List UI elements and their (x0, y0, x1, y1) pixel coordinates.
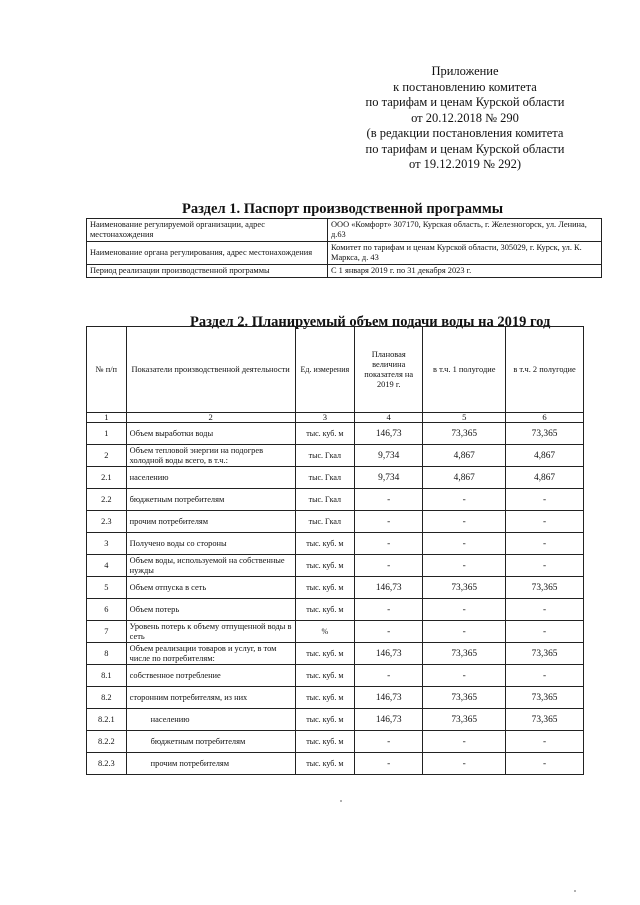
row-half1-value: 73,365 (423, 709, 506, 731)
row-unit: тыс. куб. м (295, 753, 354, 775)
row-indicator: Объем реализации товаров и услуг, в том числе по потребителям: (126, 643, 295, 665)
production-plan-table (86, 326, 584, 775)
row-half1-value: 73,365 (423, 423, 506, 445)
row-indicator: сторонним потребителям, из них (126, 687, 295, 709)
col-number: 3 (295, 413, 354, 423)
row-half2-value: 73,365 (506, 687, 584, 709)
header-line: от 20.12.2018 № 290 (411, 110, 519, 125)
row-half1-value: - (423, 753, 506, 775)
row-plan-value: - (355, 665, 423, 687)
header-line: от 19.12.2019 № 292) (408, 157, 521, 171)
row-half1-value: - (423, 599, 506, 621)
row-half2-value: 4,867 (506, 445, 584, 467)
row-unit: тыс. Гкал (295, 445, 354, 467)
table-row (87, 445, 584, 467)
row-number: 8.2.3 (87, 753, 127, 775)
row-plan-value: - (355, 511, 423, 533)
row-number: 8.1 (87, 665, 127, 687)
passport-row (87, 265, 602, 278)
table-row (87, 577, 584, 599)
col-number: 2 (126, 413, 295, 423)
passport-label: Наименование органа регулирования, адрес местонахождения (87, 242, 328, 265)
col-header-half2: в т.ч. 2 полугодие (506, 327, 584, 413)
row-half2-value: 73,365 (506, 423, 584, 445)
scan-speck (574, 890, 576, 892)
col-header-num: № п/п (87, 327, 127, 413)
row-plan-value: 146,73 (355, 643, 423, 665)
row-half1-value: 4,867 (423, 445, 506, 467)
row-plan-value: - (355, 621, 423, 643)
row-half2-value: - (506, 489, 584, 511)
row-number: 2.3 (87, 511, 127, 533)
row-half1-value: - (423, 533, 506, 555)
col-header-unit: Ед. измерения (295, 327, 354, 413)
table-row (87, 555, 584, 577)
table-row (87, 731, 584, 753)
row-plan-value: 146,73 (355, 709, 423, 731)
row-plan-value: 146,73 (355, 577, 423, 599)
row-plan-value: - (355, 753, 423, 775)
row-indicator: прочим потребителям (126, 753, 295, 775)
row-half1-value: 73,365 (423, 687, 506, 709)
passport-row (87, 219, 602, 242)
row-half2-value: - (506, 731, 584, 753)
col-header-half1: в т.ч. 1 полугодие (423, 327, 506, 413)
col-header-plan: Плановая величина показателя на 2019 г. (355, 327, 423, 413)
row-unit: тыс. куб. м (295, 643, 354, 665)
header-line: к постановлению комитета (393, 79, 537, 94)
table-row (87, 709, 584, 731)
passport-label: Период реализации производственной программы (87, 265, 328, 278)
row-indicator: населению (126, 709, 295, 731)
passport-value: Комитет по тарифам и ценам Курской области, 305029, г. Курск, ул. К. Маркса, д. 43 (328, 242, 602, 265)
row-half1-value: 73,365 (423, 643, 506, 665)
row-half2-value: - (506, 511, 584, 533)
row-plan-value: 146,73 (355, 687, 423, 709)
row-half2-value: 73,365 (506, 709, 584, 731)
table-row (87, 753, 584, 775)
header-line: Приложение (431, 64, 499, 78)
row-indicator: прочим потребителям (126, 511, 295, 533)
row-number: 2.1 (87, 467, 127, 489)
row-unit: % (295, 621, 354, 643)
passport-label: Наименование регулируемой организации, адрес местонахождения (87, 219, 328, 242)
col-header-indicator: Показатели производственной деятельности (126, 327, 295, 413)
row-half1-value: - (423, 731, 506, 753)
row-indicator: Получено воды со стороны (126, 533, 295, 555)
passport-value: ООО «Комфорт» 307170, Курская область, г. Железногорск, ул. Ленина, д.63 (328, 219, 602, 242)
passport-table (86, 218, 602, 278)
row-half1-value: 4,867 (423, 467, 506, 489)
row-half1-value: - (423, 665, 506, 687)
row-number: 8.2.1 (87, 709, 127, 731)
scan-speck (340, 800, 342, 802)
row-plan-value: - (355, 489, 423, 511)
row-indicator: Объем потерь (126, 599, 295, 621)
row-number: 1 (87, 423, 127, 445)
row-indicator: бюджетным потребителям (126, 731, 295, 753)
table-body (87, 423, 584, 775)
passport-value: С 1 января 2019 г. по 31 декабря 2023 г. (328, 265, 602, 278)
row-unit: тыс. куб. м (295, 687, 354, 709)
row-number: 8.2 (87, 687, 127, 709)
row-number: 8.2.2 (87, 731, 127, 753)
row-unit: тыс. Гкал (295, 467, 354, 489)
row-unit: тыс. куб. м (295, 423, 354, 445)
row-plan-value: - (355, 599, 423, 621)
row-plan-value: 9,734 (355, 445, 423, 467)
row-number: 8 (87, 643, 127, 665)
passport-row (87, 242, 602, 265)
row-half1-value: - (423, 621, 506, 643)
row-number: 2 (87, 445, 127, 467)
col-number: 6 (506, 413, 584, 423)
row-unit: тыс. Гкал (295, 511, 354, 533)
row-indicator: Объем отпуска в сеть (126, 577, 295, 599)
row-half2-value: 73,365 (506, 643, 584, 665)
row-indicator: бюджетным потребителям (126, 489, 295, 511)
table-row (87, 511, 584, 533)
table-row (87, 423, 584, 445)
row-half2-value: - (506, 533, 584, 555)
document-header (340, 64, 590, 173)
row-number: 5 (87, 577, 127, 599)
section2-title: Раздел 2. Планируемый объем подачи воды на 2019 год (190, 314, 551, 330)
row-plan-value: 9,734 (355, 467, 423, 489)
row-plan-value: - (355, 731, 423, 753)
row-number: 4 (87, 555, 127, 577)
row-half1-value: - (423, 555, 506, 577)
row-unit: тыс. куб. м (295, 599, 354, 621)
table-header-row (87, 327, 584, 413)
row-number: 6 (87, 599, 127, 621)
table-row (87, 665, 584, 687)
row-half2-value: 4,867 (506, 467, 584, 489)
row-plan-value: 146,73 (355, 423, 423, 445)
row-unit: тыс. куб. м (295, 533, 354, 555)
row-unit: тыс. куб. м (295, 555, 354, 577)
row-plan-value: - (355, 533, 423, 555)
table-row (87, 489, 584, 511)
section1-title: Раздел 1. Паспорт производственной программы (182, 201, 504, 217)
row-half1-value: - (423, 489, 506, 511)
row-indicator: Объем воды, используемой на собственные нужды (126, 555, 295, 577)
row-number: 2.2 (87, 489, 127, 511)
row-unit: тыс. куб. м (295, 731, 354, 753)
row-half2-value: - (506, 621, 584, 643)
row-half2-value: 73,365 (506, 577, 584, 599)
row-indicator: Объем тепловой энергии на подогрев холодной воды всего, в т.ч.: (126, 445, 295, 467)
column-numbers-row (87, 413, 584, 423)
row-plan-value: - (355, 555, 423, 577)
row-half2-value: - (506, 665, 584, 687)
row-unit: тыс. куб. м (295, 577, 354, 599)
col-number: 5 (423, 413, 506, 423)
row-indicator: населению (126, 467, 295, 489)
row-half2-value: - (506, 555, 584, 577)
table-row (87, 687, 584, 709)
row-half1-value: 73,365 (423, 577, 506, 599)
header-line: (в редакции постановления комитета (366, 126, 564, 140)
table-row (87, 533, 584, 555)
row-indicator: Уровень потерь к объему отпущенной воды в сеть (126, 621, 295, 643)
row-unit: тыс. Гкал (295, 489, 354, 511)
row-number: 7 (87, 621, 127, 643)
row-unit: тыс. куб. м (295, 709, 354, 731)
table-row (87, 643, 584, 665)
col-number: 4 (355, 413, 423, 423)
row-number: 3 (87, 533, 127, 555)
table-row (87, 599, 584, 621)
table-row (87, 621, 584, 643)
header-line: по тарифам и ценам Курской области (365, 141, 565, 156)
header-line: по тарифам и ценам Курской области (365, 95, 565, 109)
row-unit: тыс. куб. м (295, 665, 354, 687)
row-half2-value: - (506, 599, 584, 621)
row-half1-value: - (423, 511, 506, 533)
row-half2-value: - (506, 753, 584, 775)
row-indicator: собственное потребление (126, 665, 295, 687)
col-number: 1 (87, 413, 127, 423)
row-indicator: Объем выработки воды (126, 423, 295, 445)
table-row (87, 467, 584, 489)
